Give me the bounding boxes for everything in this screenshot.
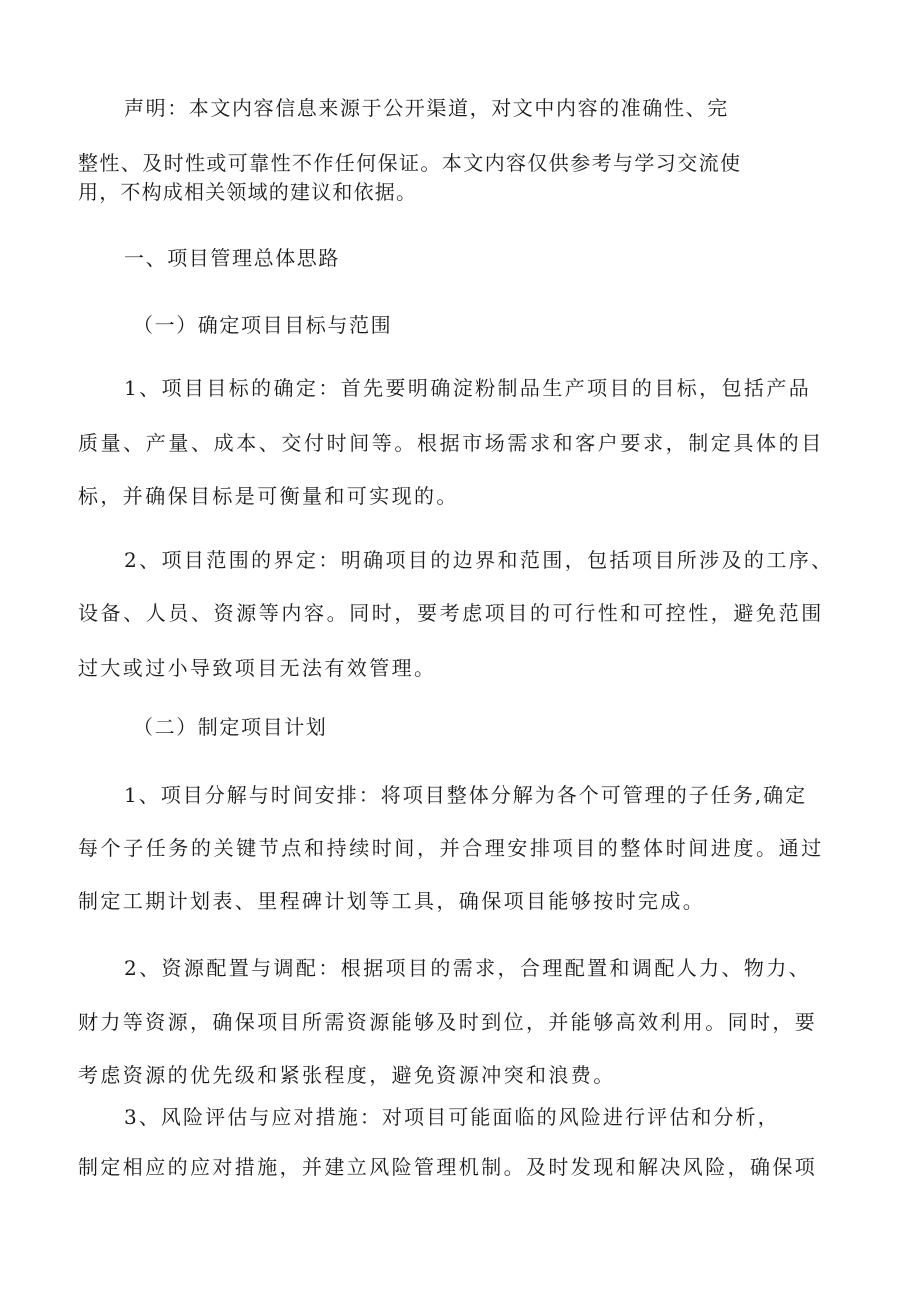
paragraph-line: 制定相应的应对措施，并建立风险管理机制。及时发现和解决风险，确保项 (78, 1155, 818, 1179)
section-heading: 一、项目管理总体思路 (124, 246, 340, 270)
paragraph-line: 2、项目范围的界定：明确项目的边界和范围，包括项目所涉及的工序、 (124, 548, 834, 572)
paragraph-line: 过大或过小导致项目无法有效管理。 (78, 656, 437, 680)
subsection-heading-2: （二）制定项目计划 (133, 715, 328, 739)
paragraph-line: 标，并确保目标是可衡量和可实现的。 (78, 484, 459, 508)
paragraph-line: 设备、人员、资源等内容。同时，要考虑项目的可行性和可控性，避免范围 (78, 601, 824, 625)
paragraph-line: 制定工期计划表、里程碑计划等工具，确保项目能够按时完成。 (78, 889, 706, 913)
subsection-heading-1: （一）确定项目目标与范围 (133, 313, 393, 337)
paragraph-line: 3、风险评估与应对措施：对项目可能面临的风险进行评估和分析， (124, 1105, 780, 1129)
paragraph-line: 财力等资源，确保项目所需资源能够及时到位，并能够高效利用。同时，要 (78, 1010, 818, 1034)
paragraph-line: 2、资源配置与调配：根据项目的需求，合理配置和调配人力、物力、 (124, 956, 812, 980)
disclaimer-line-3: 用，不构成相关领域的建议和依据。 (78, 180, 418, 204)
paragraph-line: 1、项目目标的确定：首先要明确淀粉制品生产项目的目标，包括产品 (124, 376, 812, 400)
paragraph-line: 每个子任务的关键节点和持续时间，并合理安排项目的整体时间进度。通过 (78, 836, 824, 860)
disclaimer-line-2: 整性、及时性或可靠性不作任何保证。本文内容仅供参考与学习交流使 (78, 151, 742, 175)
paragraph-line: 考虑资源的优先级和紧张程度，避免资源冲突和浪费。 (78, 1063, 616, 1087)
paragraph-line: 1、项目分解与时间安排：将项目整体分解为各个可管理的子任务,确定 (124, 783, 808, 807)
paragraph-line: 质量、产量、成本、交付时间等。根据市场需求和客户要求，制定具体的目 (78, 431, 824, 455)
disclaimer-line-1: 声明：本文内容信息来源于公开渠道，对文中内容的准确性、完 (124, 96, 729, 120)
